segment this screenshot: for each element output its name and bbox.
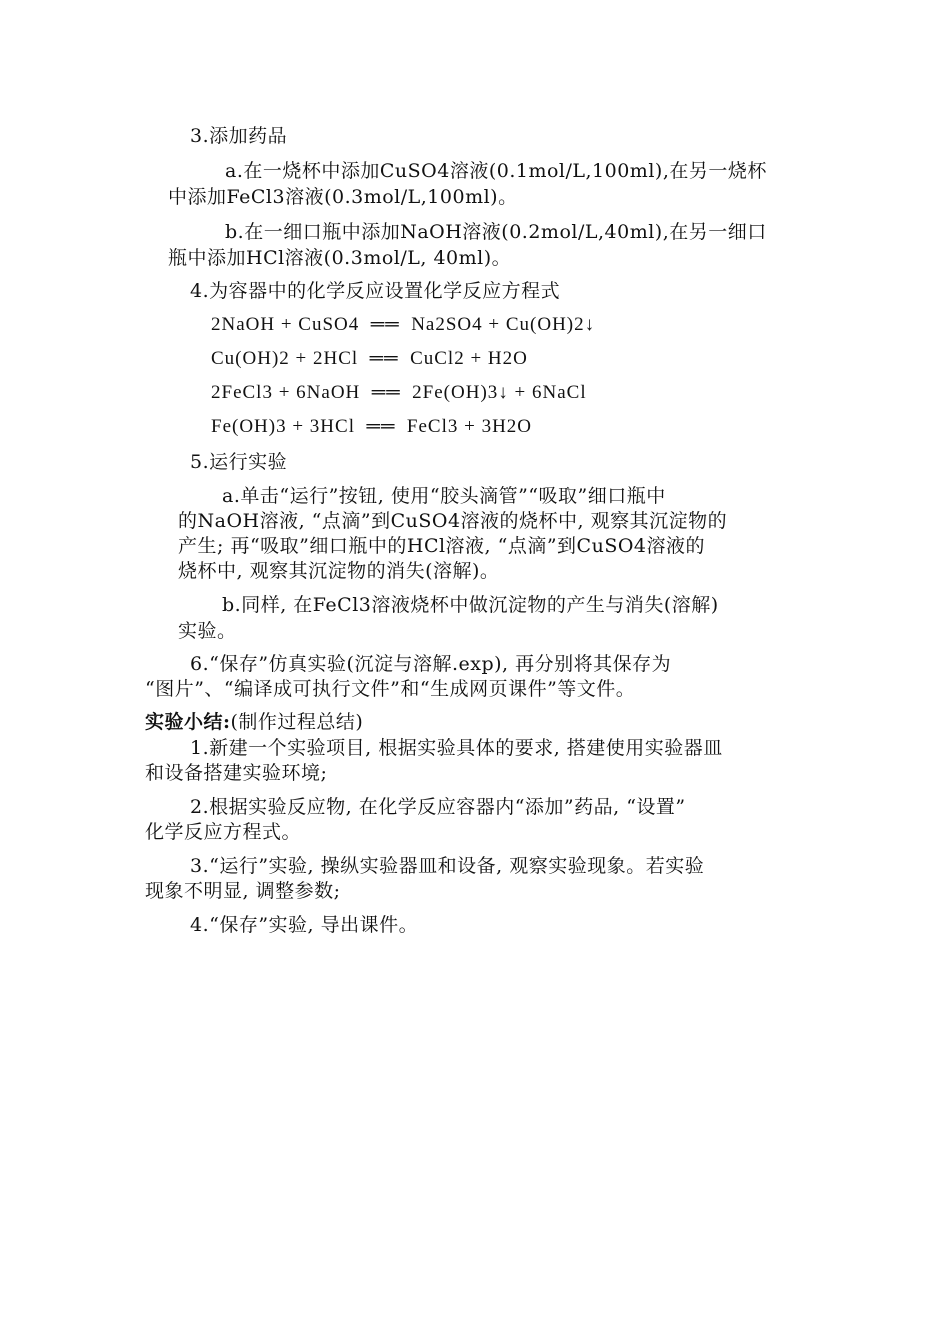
summary-title: 实验小结: bbox=[145, 711, 231, 733]
equation-4: Fe(OH)3 + 3HCl ══ FeCl3 + 3H2O bbox=[211, 416, 533, 437]
summary-subtitle: (制作过程总结) bbox=[230, 711, 364, 733]
section-5a-line-3: 产生; 再“吸取”细口瓶中的HCl溶液, “点滴”到CuSO4溶液的 bbox=[178, 535, 706, 557]
summary-item-3-line-2: 现象不明显, 调整参数; bbox=[145, 880, 341, 902]
section-6-line-2: “图片”、“编译成可执行文件”和“生成网页课件”等文件。 bbox=[145, 678, 636, 700]
summary-heading bbox=[145, 709, 363, 735]
section-4-heading: 4.为容器中的化学反应设置化学反应方程式 bbox=[190, 280, 561, 302]
equation-1: 2NaOH + CuSO4 ══ Na2SO4 + Cu(OH)2↓ bbox=[211, 314, 596, 335]
summary-item-2-line-2: 化学反应方程式。 bbox=[145, 821, 302, 843]
section-5a-line-2: 的NaOH溶液, “点滴”到CuSO4溶液的烧杯中, 观察其沉淀物的 bbox=[178, 510, 728, 532]
equation-3: 2FeCl3 + 6NaOH ══ 2Fe(OH)3↓ + 6NaCl bbox=[211, 382, 587, 403]
summary-item-1-line-2: 和设备搭建实验环境; bbox=[145, 762, 328, 784]
summary-item-2-line-1: 2.根据实验反应物, 在化学反应容器内“添加”药品, “设置” bbox=[190, 796, 686, 818]
section-5b-line-2: 实验。 bbox=[178, 620, 237, 642]
section-3a-line-1: a.在一烧杯中添加CuSO4溶液(0.1mol/L,100ml),在另一烧杯 bbox=[225, 160, 767, 182]
section-5a-line-1: a.单击“运行”按钮, 使用“胶头滴管”“吸取”细口瓶中 bbox=[222, 485, 666, 507]
summary-item-1-line-1: 1.新建一个实验项目, 根据实验具体的要求, 搭建使用实验器皿 bbox=[190, 737, 723, 759]
equation-2: Cu(OH)2 + 2HCl ══ CuCl2 + H2O bbox=[211, 348, 528, 369]
section-3b-line-1: b.在一细口瓶中添加NaOH溶液(0.2mol/L,40ml),在另一细口 bbox=[225, 221, 767, 243]
section-5a-line-4: 烧杯中, 观察其沉淀物的消失(溶解)。 bbox=[178, 560, 500, 582]
section-5-heading: 5.运行实验 bbox=[190, 451, 288, 473]
section-6-line-1: 6.“保存”仿真实验(沉淀与溶解.exp), 再分别将其保存为 bbox=[190, 653, 672, 675]
section-3a-line-2: 中添加FeCl3溶液(0.3mol/L,100ml)。 bbox=[168, 186, 518, 208]
summary-item-3-line-1: 3.“运行”实验, 操纵实验器皿和设备, 观察实验现象。若实验 bbox=[190, 855, 705, 877]
section-5b-line-1: b.同样, 在FeCl3溶液烧杯中做沉淀物的产生与消失(溶解) bbox=[222, 594, 719, 616]
summary-item-4-line-1: 4.“保存”实验, 导出课件。 bbox=[190, 914, 419, 936]
section-3b-line-2: 瓶中添加HCl溶液(0.3mol/L, 40ml)。 bbox=[168, 247, 512, 269]
section-3-heading: 3.添加药品 bbox=[190, 125, 288, 147]
